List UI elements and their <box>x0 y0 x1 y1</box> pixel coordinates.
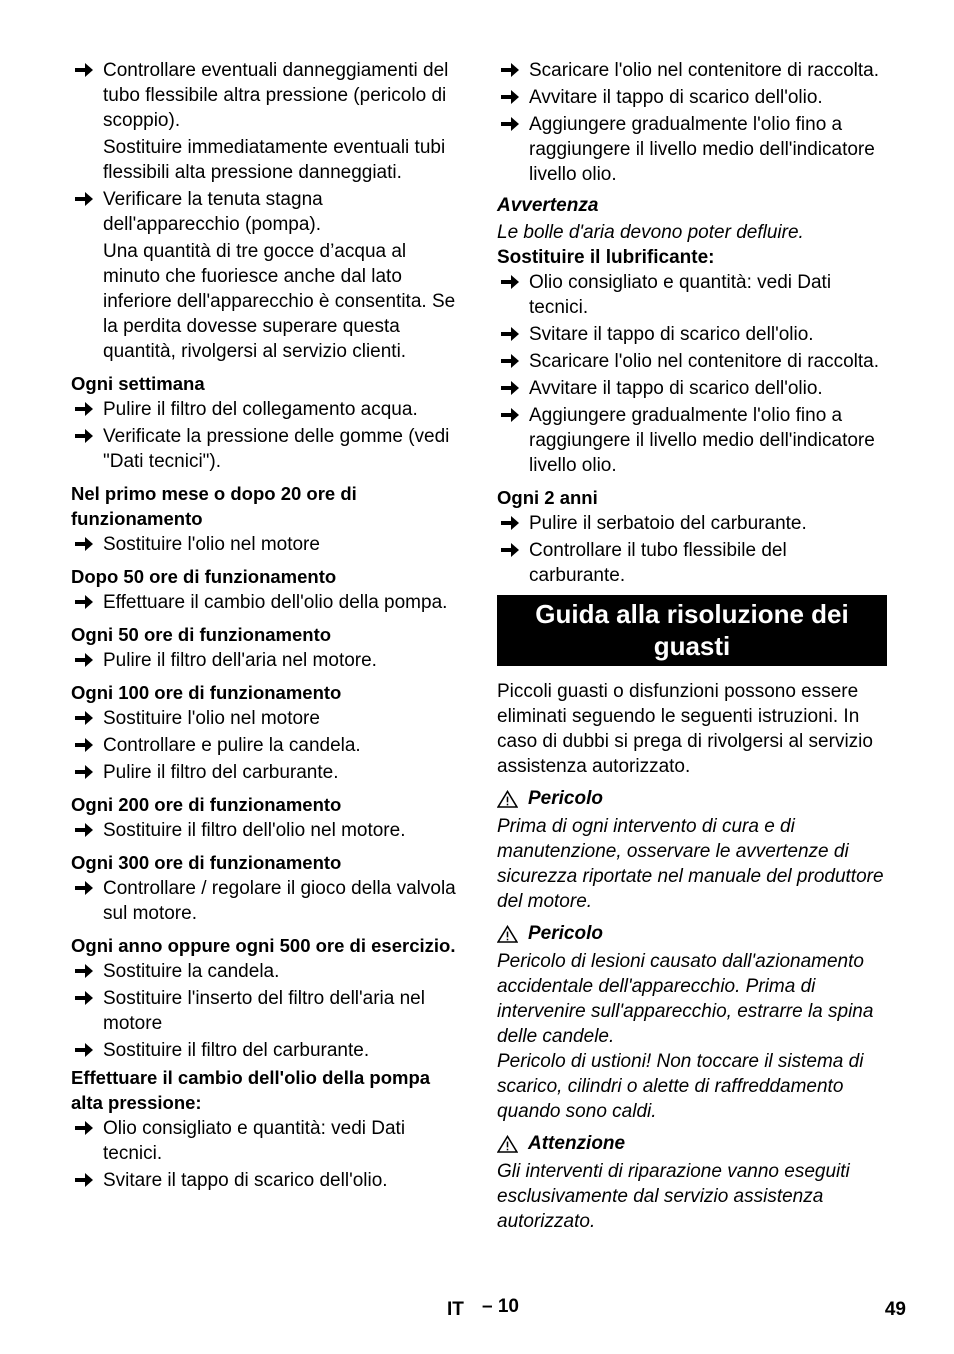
arrow-right-icon <box>75 62 93 78</box>
arrow-right-icon <box>75 401 93 417</box>
list-item: Sostituire l'olio nel motore <box>71 706 463 731</box>
list-item: Aggiungere gradualmente l'olio fino a raggiungere il livello medio dell'indicatore livello olio. <box>497 403 887 478</box>
heading-lubricant: Sostituire il lubrificante: <box>497 247 715 268</box>
heading-every-300: Ogni 300 ore di funzionamento <box>71 852 342 873</box>
list-item: Controllare / regolare il gioco della valvola sul motore. <box>71 876 463 926</box>
warning-text: Pericolo di lesioni causato dall'azionamento accidentale dell'apparecchio. Prima di intervenire sull'apparecchio, estrarre la spina delle candele. <box>497 951 874 1047</box>
list-item: Controllare eventuali danneggiamenti del tubo flessibile altra pressione (pericolo di scoppio). <box>71 58 463 133</box>
heading-two-years: Ogni 2 anni <box>497 487 598 508</box>
note-title: Avvertenza <box>497 195 599 216</box>
arrow-right-icon <box>501 542 519 558</box>
arrow-right-icon <box>501 353 519 369</box>
arrow-right-icon <box>75 536 93 552</box>
arrow-right-icon <box>75 1120 93 1136</box>
list-item: Scaricare l'olio nel contenitore di raccolta. <box>497 349 887 374</box>
heading-after-50: Dopo 50 ore di funzionamento <box>71 566 337 587</box>
heading-yearly: Ogni anno oppure ogni 500 ore di esercizio. <box>71 935 456 956</box>
list-item: Sostituire il filtro del carburante. <box>71 1038 463 1063</box>
list-item: Effettuare il cambio dell'olio della pompa. <box>71 590 463 615</box>
warning-triangle-icon <box>497 790 518 808</box>
arrow-right-icon <box>501 89 519 105</box>
arrow-right-icon <box>501 515 519 531</box>
list-item: Sostituire l'olio nel motore <box>71 532 463 557</box>
section-title: Guida alla risoluzione dei guasti <box>497 595 887 666</box>
right-column <box>497 58 887 1234</box>
list-item: Svitare il tappo di scarico dell'olio. <box>497 322 887 347</box>
list-item: Svitare il tappo di scarico dell'olio. <box>71 1168 463 1193</box>
list-item: Pulire il filtro del collegamento acqua. <box>71 397 463 422</box>
list-item: Aggiungere gradualmente l'olio fino a raggiungere il livello medio dell'indicatore livello olio. <box>497 112 887 187</box>
list-item: Sostituire l'inserto del filtro dell'aria nel motore <box>71 986 463 1036</box>
intro-paragraph: Piccoli guasti o disfunzioni possono essere eliminati seguendo le seguenti istruzioni. In caso di dubbi si prega di rivolgersi al servizio assistenza autorizzato. <box>497 681 873 777</box>
arrow-right-icon <box>75 963 93 979</box>
arrow-right-icon <box>501 380 519 396</box>
paragraph: Sostituire immediatamente eventuali tubi flessibili alta pressione danneggiati. <box>103 137 446 183</box>
arrow-right-icon <box>75 594 93 610</box>
warning-heading: Attenzione <box>497 1131 887 1156</box>
heading-every-200: Ogni 200 ore di funzionamento <box>71 794 342 815</box>
list-item: Avvitare il tappo di scarico dell'olio. <box>497 376 887 401</box>
list-item: Pulire il filtro del carburante. <box>71 760 463 785</box>
arrow-right-icon <box>75 990 93 1006</box>
arrow-right-icon <box>75 710 93 726</box>
list-item: Controllare il tubo flessibile del carburante. <box>497 538 887 588</box>
arrow-right-icon <box>501 407 519 423</box>
warning-heading: Pericolo <box>497 921 887 946</box>
list-item: Avvitare il tappo di scarico dell'olio. <box>497 85 887 110</box>
footer-language: IT <box>447 1299 464 1320</box>
heading-pump-oil: Effettuare il cambio dell'olio della pompa alta pressione: <box>71 1067 431 1113</box>
arrow-right-icon <box>75 1042 93 1058</box>
arrow-right-icon <box>501 274 519 290</box>
left-column <box>71 58 463 1195</box>
heading-first-month: Nel primo mese o dopo 20 ore di funzionamento <box>71 483 357 529</box>
warning-triangle-icon <box>497 925 518 943</box>
arrow-right-icon <box>75 822 93 838</box>
arrow-right-icon <box>75 652 93 668</box>
arrow-right-icon <box>75 764 93 780</box>
footer-page-local: – 10 <box>482 1296 519 1317</box>
list-item: Verificare la tenuta stagna dell'apparecchio (pompa). <box>71 187 463 237</box>
list-item: Olio consigliato e quantità: vedi Dati tecnici. <box>71 1116 463 1166</box>
warning-text: Gli interventi di riparazione vanno eseguiti esclusivamente dal servizio assistenza autorizzato. <box>497 1161 850 1232</box>
arrow-right-icon <box>501 116 519 132</box>
list-item: Sostituire il filtro dell'olio nel motore. <box>71 818 463 843</box>
list-item: Controllare e pulire la candela. <box>71 733 463 758</box>
arrow-right-icon <box>75 880 93 896</box>
arrow-right-icon <box>75 428 93 444</box>
list-item: Verificate la pressione delle gomme (vedi "Dati tecnici"). <box>71 424 463 474</box>
arrow-right-icon <box>501 326 519 342</box>
arrow-right-icon <box>75 1172 93 1188</box>
arrow-right-icon <box>75 191 93 207</box>
warning-triangle-icon <box>497 1135 518 1153</box>
heading-every-100: Ogni 100 ore di funzionamento <box>71 682 342 703</box>
footer-page-number: 49 <box>884 1299 906 1320</box>
list-item: Olio consigliato e quantità: vedi Dati tecnici. <box>497 270 887 320</box>
heading-every-50: Ogni 50 ore di funzionamento <box>71 624 332 645</box>
arrow-right-icon <box>75 737 93 753</box>
list-item: Pulire il filtro dell'aria nel motore. <box>71 648 463 673</box>
list-item: Pulire il serbatoio del carburante. <box>497 511 887 536</box>
list-item: Sostituire la candela. <box>71 959 463 984</box>
warning-heading: Pericolo <box>497 786 887 811</box>
note-text: Le bolle d'aria devono poter defluire. <box>497 222 804 243</box>
list-item: Scaricare l'olio nel contenitore di raccolta. <box>497 58 887 83</box>
warning-text: Prima di ogni intervento di cura e di manutenzione, osservare le avvertenze di sicurezza riportate nel manuale del produttore del motore. <box>497 816 884 912</box>
heading-weekly: Ogni settimana <box>71 373 205 394</box>
paragraph: Una quantità di tre gocce d’acqua al minuto che fuoriesce anche dal lato inferiore dell'apparecchio è consentita. Se la perdita dovesse superare questa quantità, rivolgersi al servizio clienti. <box>103 241 456 362</box>
warning-text: Pericolo di ustioni! Non toccare il sistema di scarico, cilindri o alette di raffreddamento quando sono caldi. <box>497 1051 864 1122</box>
arrow-right-icon <box>501 62 519 78</box>
